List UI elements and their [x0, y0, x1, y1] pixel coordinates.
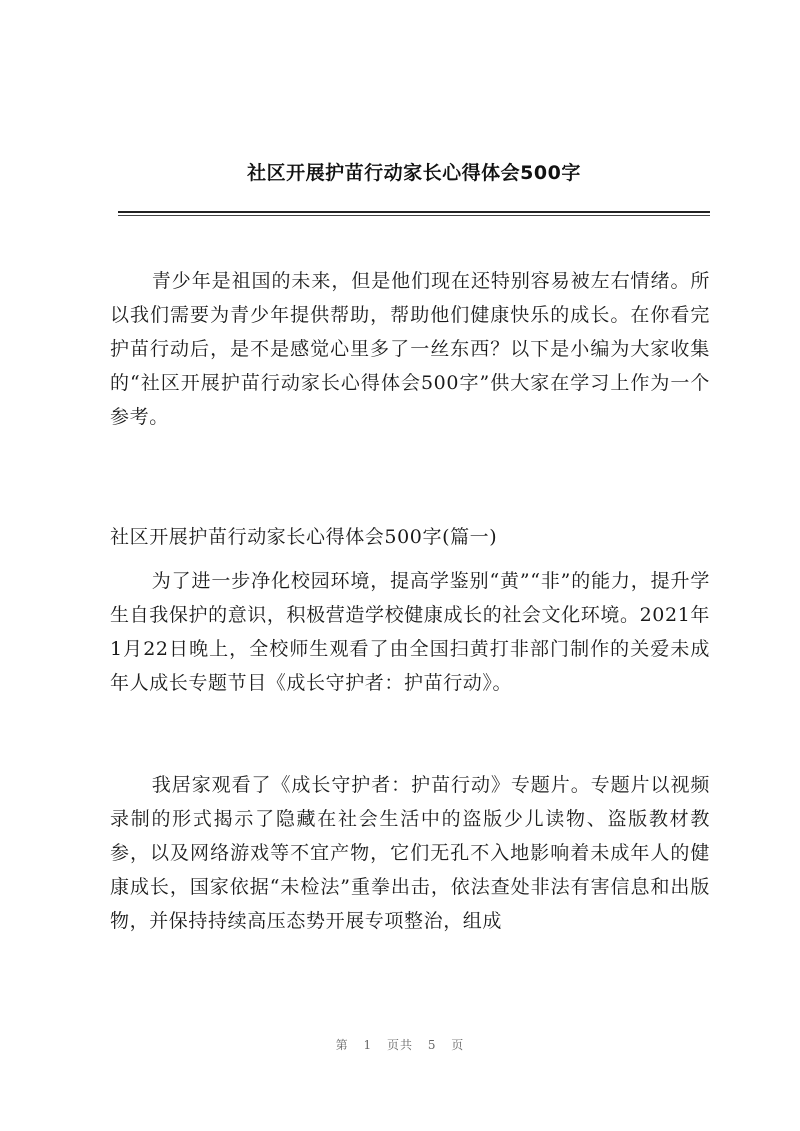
footer-suffix: 页 — [451, 1038, 465, 1052]
title-underline-thin — [118, 215, 710, 216]
body-paragraph-two: 我居家观看了《成长守护者：护苗行动》专题片。专题片以视频录制的形式揭示了隐藏在社会生活中的盗版少儿读物、盗版教材教参，以及网络游戏等不宜产物，它们无孔不入地影响着未成年人的健康成长，国家依据“未检法”重拳出击，依法查处非法有害信息和出版物，并保持持续高压态势开展专项整治，组成 — [110, 774, 710, 932]
section-heading: 社区开展护苗行动家长心得体会500字(篇一) — [110, 526, 498, 548]
page-footer — [0, 1036, 800, 1053]
footer-page-number: 1 — [363, 1038, 373, 1052]
title-underline — [118, 211, 710, 213]
document-title: 社区开展护苗行动家长心得体会500字 — [247, 162, 581, 184]
footer-total-pages: 5 — [427, 1038, 437, 1052]
intro-paragraph: 青少年是祖国的未来，但是他们现在还特别容易被左右情绪。所以我们需要为青少年提供帮助，帮助他们健康快乐的成长。在你看完护苗行动后，是不是感觉心里多了一丝东西？以下是小编为大家收集的“社区开展护苗行动家长心得体会500字”供大家在学习上作为一个参考。 — [110, 270, 710, 428]
footer-middle: 页共 — [386, 1038, 413, 1052]
body-paragraph-one: 为了进一步净化校园环境，提高学鉴别“黄”“非”的能力，提升学生自我保护的意识，积极营造学校健康成长的社会文化环境。2021年1月22日晚上，全校师生观看了由全国扫黄打非部门制作的关爱未成年人成长专题节目《成长守护者：护苗行动》。 — [110, 570, 710, 694]
footer-prefix: 第 — [335, 1038, 349, 1052]
